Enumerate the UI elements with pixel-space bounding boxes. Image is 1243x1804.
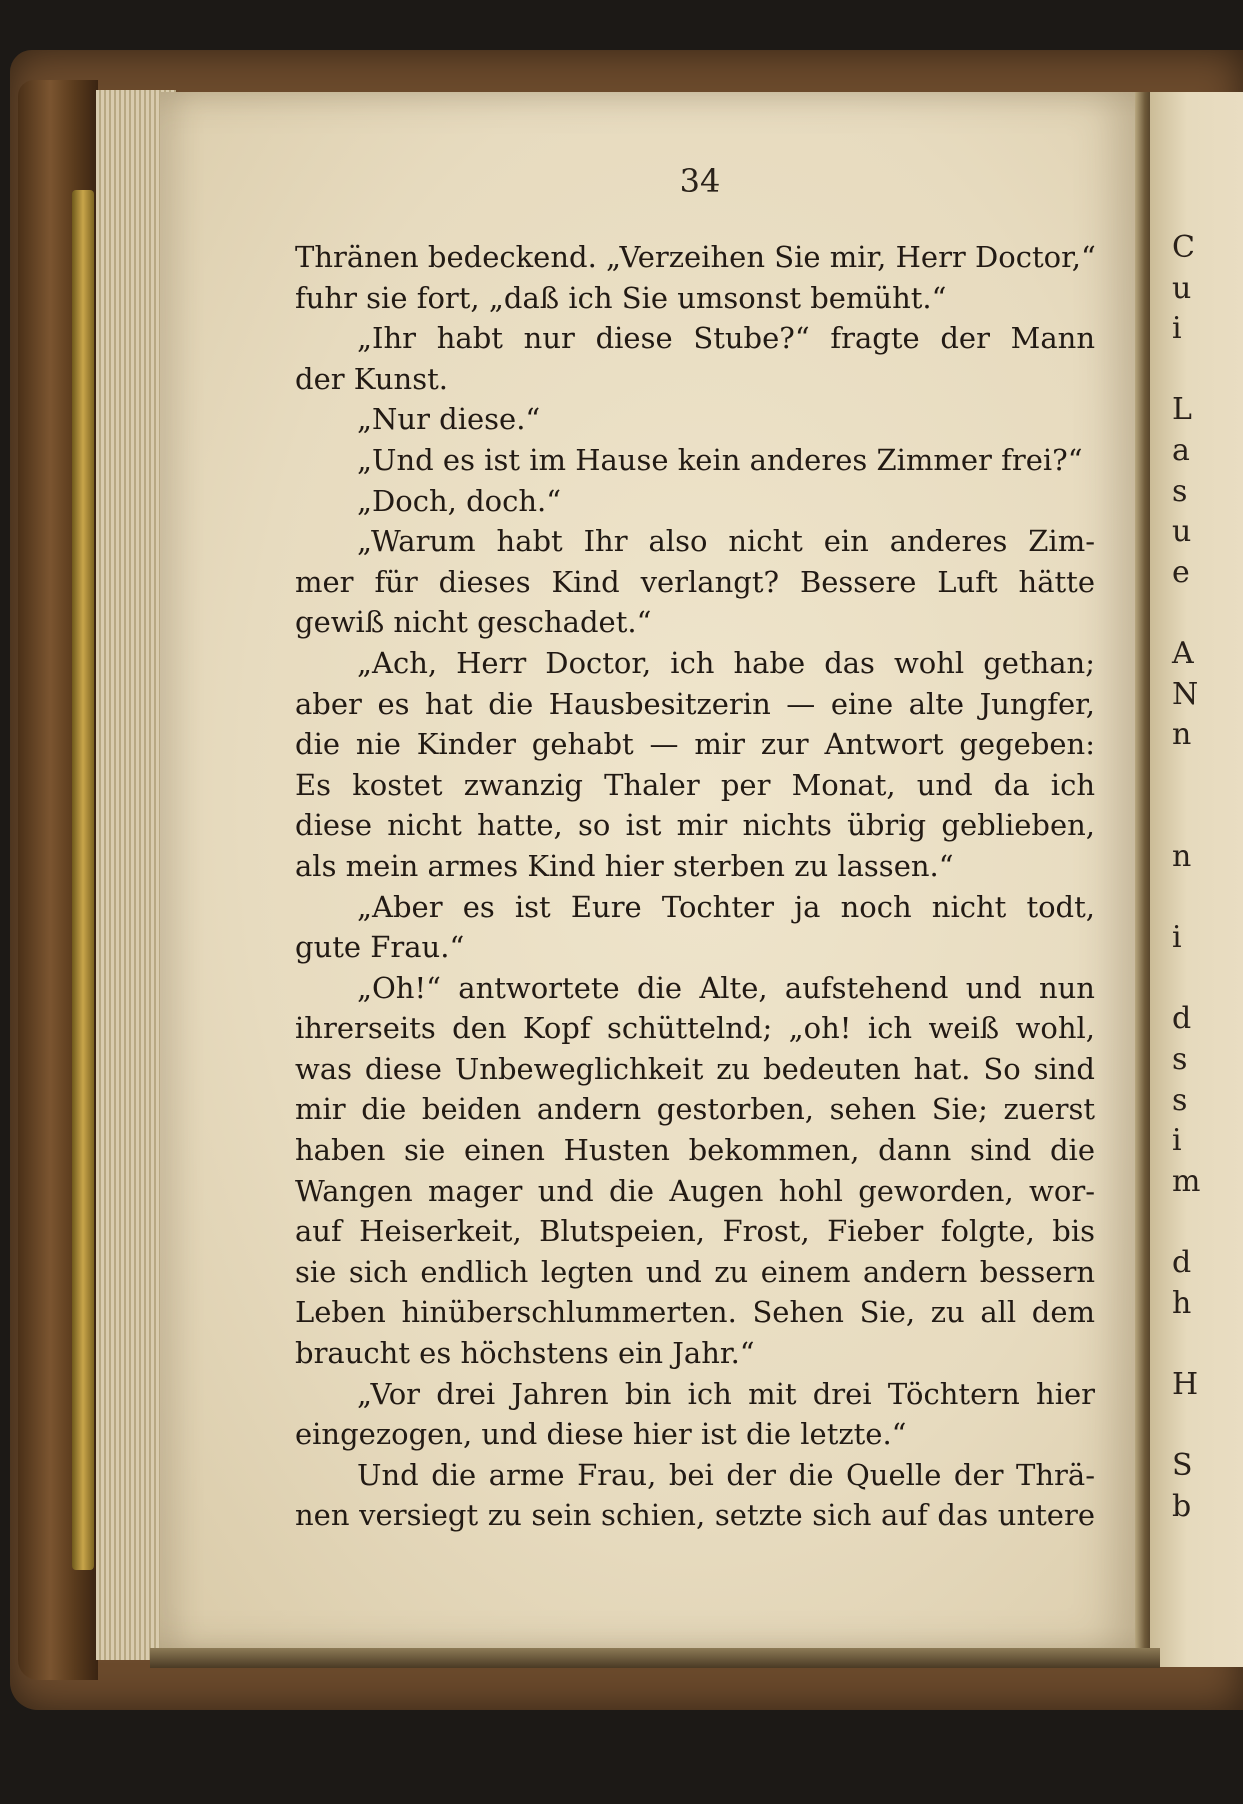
right-page-letter: d [1172,1245,1192,1280]
text-line: Und die arme Frau, bei der die Quelle der Thrä- [357,1457,1095,1492]
text-line: braucht es höchstens ein Jahr.“ [295,1336,755,1371]
gilded-spine-edge [72,190,94,1570]
page-number: 34 [679,162,721,200]
text-line: nen versiegt zu sein schien, setzte sich auf das untere [295,1498,1095,1533]
text-line: „Ach, Herr Doctor, ich habe das wohl gethan; [357,645,1095,680]
right-page-letter: n [1172,717,1192,753]
right-page-letter: s [1172,473,1188,509]
text-line: fuhr sie fort, „daß ich Sie umsonst bemüht.“ [295,280,947,315]
text-line: gute Frau.“ [295,930,465,965]
right-page-fragment [1150,92,1243,1667]
text-line: „Ihr habt nur diese Stube?“ fragte der Mann [357,321,1095,356]
right-page-letter: h [1172,1285,1192,1321]
right-page-letter: L [1172,392,1192,428]
text-line: Leben hinüberschlummerten. Sehen Sie, zu all dem [295,1295,1095,1330]
text-line: aber es hat die Hausbesitzerin — eine alte Jungfer, [295,686,1095,721]
text-line: „Nur diese.“ [357,402,541,437]
right-page-letter: a [1172,433,1190,468]
text-line: „Doch, doch.“ [357,483,562,518]
right-page-letter: A [1172,636,1194,671]
text-line: mir die beiden andern gestorben, sehen Sie; zuerst [295,1092,1095,1127]
text-line: der Kunst. [295,361,448,396]
text-line: Es kostet zwanzig Thaler per Monat, und da ich [295,767,1095,802]
left-page [160,92,1145,1652]
right-page-letter: s [1172,1042,1188,1077]
text-line: „Warum habt Ihr also nicht ein anderes Zim- [357,524,1095,559]
text-line: eingezogen, und diese hier ist die letzte.“ [295,1417,907,1452]
text-line: die nie Kinder gehabt — mir zur Antwort gegeben: [295,727,1095,762]
text-line: „Vor drei Jahren bin ich mit drei Töchtern hier [357,1376,1095,1411]
text-line: „Aber es ist Eure Tochter ja noch nicht todt, [357,889,1095,924]
text-line: „Oh!“ antwortete die Alte, aufstehend und nun [357,970,1095,1005]
right-page-letter: s [1172,1082,1188,1118]
right-page-letter: C [1172,230,1195,265]
text-line: Thränen bedeckend. „Verzeihen Sie mir, Herr Doctor,“ [295,240,1096,274]
right-page-letter: b [1172,1488,1192,1524]
text-line: sie sich endlich legten und zu einem andern bessern [295,1254,1095,1289]
right-page-letter: S [1172,1448,1193,1483]
right-page-letter: d [1172,1001,1192,1037]
text-line: mer für dieses Kind verlangt? Bessere Luft hätte [295,564,1095,599]
page-bottom-edge [150,1648,1160,1668]
right-page-letter: H [1172,1366,1199,1402]
text-line: haben sie einen Husten bekommen, dann sind die [295,1133,1095,1168]
text-line: als mein armes Kind hier sterben zu lassen.“ [295,848,954,883]
page-text [295,237,1095,1536]
right-page-letter: N [1172,676,1199,712]
right-page-letter: u [1172,270,1192,306]
right-page-letter: u [1172,514,1192,550]
text-line: ihrerseits den Kopf schüttelnd; „oh! ich weiß wohl, [295,1011,1095,1046]
right-page-letter: i [1172,311,1182,347]
text-line: Wangen mager und die Augen hohl geworden, wor- [295,1173,1095,1208]
text-line: auf Heiserkeit, Blutspeien, Frost, Fieber folgte, bis [295,1214,1095,1249]
text-line: diese nicht hatte, so ist mir nichts übrig geblieben, [295,808,1095,843]
text-line: „Und es ist im Hause kein anderes Zimmer frei?“ [357,442,1083,477]
right-page-letter: e [1172,554,1190,590]
right-page-letter: n [1172,839,1192,874]
right-page-letter: i [1172,920,1182,956]
right-page-letter: m [1172,1163,1201,1199]
text-line: was diese Unbeweglichkeit zu bedeuten hat. So sind [295,1051,1095,1086]
right-page-letter: i [1172,1123,1182,1159]
text-line: gewiß nicht geschadet.“ [295,605,652,640]
